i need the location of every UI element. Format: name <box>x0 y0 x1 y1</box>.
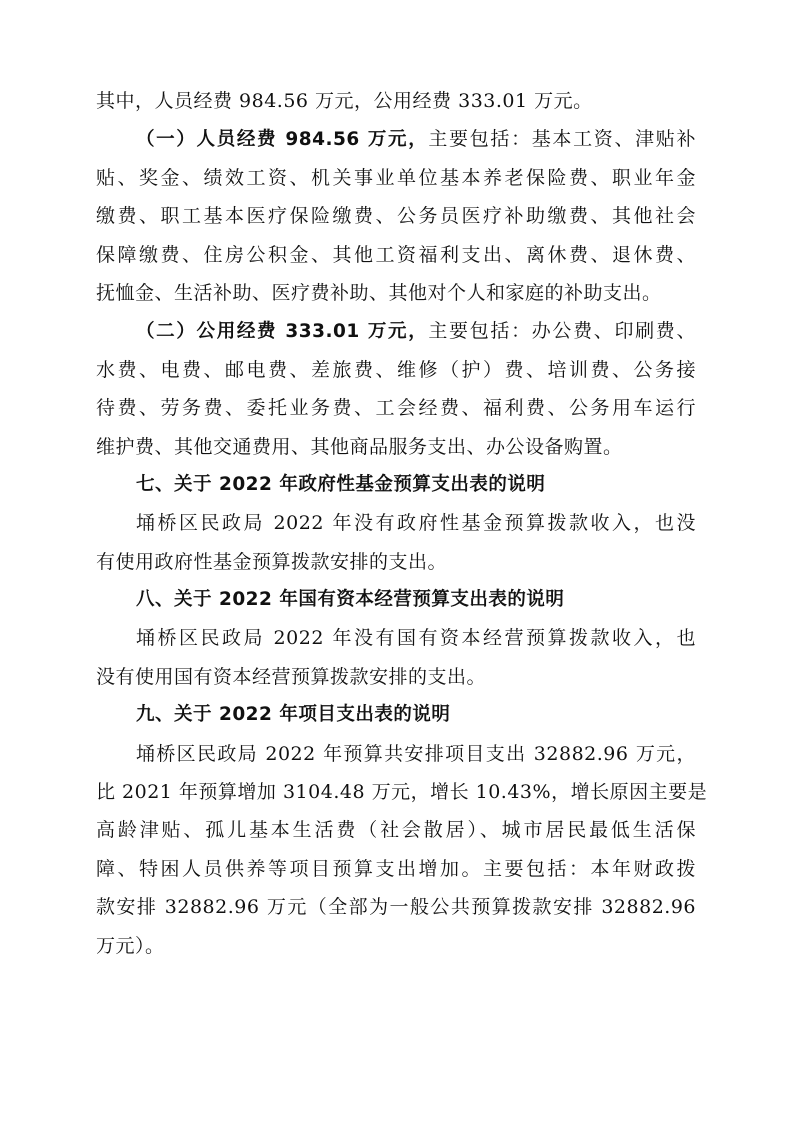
paragraph-line: 缴费、职工基本医疗保险缴费、公务员医疗补助缴费、其他社会 <box>96 205 696 228</box>
section-heading-7: 七、关于 2022 年政府性基金预算支出表的说明 <box>136 473 546 495</box>
paragraph-line: 埇桥区民政局 2022 年没有国有资本经营预算拨款收入，也 <box>136 627 696 650</box>
paragraph-line: 比 2021 年预算增加 3104.48 万元，增长 10.43%，增长原因主要是 <box>96 781 708 804</box>
subheading-personnel: （一）人员经费 984.56 万元， <box>136 129 429 151</box>
section-heading-9: 九、关于 2022 年项目支出表的说明 <box>136 704 451 726</box>
paragraph-line: 其中，人员经费 984.56 万元，公用经费 333.01 万元。 <box>96 90 593 112</box>
paragraph-line: 款安排 32882.96 万元（全部为一般公共预算拨款安排 32882.96 <box>96 896 696 919</box>
paragraph-line: 待费、劳务费、委托业务费、工会经费、福利费、公务用车运行 <box>96 397 696 420</box>
paragraph-line: 高龄津贴、孤儿基本生活费（社会散居）、城市居民最低生活保 <box>96 819 696 842</box>
paragraph-line: 水费、电费、邮电费、差旅费、维修（护）费、培训费、公务接 <box>96 358 696 381</box>
paragraph-line: 万元）。 <box>96 934 165 957</box>
paragraph-line: 抚恤金、生活补助、医疗费补助、其他对个人和家庭的补助支出。 <box>96 281 662 304</box>
section-heading-8: 八、关于 2022 年国有资本经营预算支出表的说明 <box>136 589 565 611</box>
paragraph-line: 有使用政府性基金预算拨款安排的支出。 <box>96 550 448 573</box>
paragraph-line: 保障缴费、住房公积金、其他工资福利支出、离休费、退休费、 <box>96 243 696 266</box>
paragraph-line: 维护费、其他交通费用、其他商品服务支出、办公设备购置。 <box>96 435 623 458</box>
paragraph-line: 没有使用国有资本经营预算拨款安排的支出。 <box>96 665 487 688</box>
subheading-public: （二）公用经费 333.01 万元， <box>136 321 429 343</box>
paragraph-line <box>96 120 696 158</box>
paragraph-line: 埇桥区民政局 2022 年没有政府性基金预算拨款收入，也没 <box>136 512 696 535</box>
paragraph-line: 贴、奖金、绩效工资、机关事业单位基本养老保险费、职业年金 <box>96 166 696 189</box>
document-page <box>96 82 708 965</box>
paragraph-line: 埇桥区民政局 2022 年预算共安排项目支出 32882.96 万元， <box>136 742 696 765</box>
paragraph-line <box>96 312 696 350</box>
paragraph-text: 主要包括：办公费、印刷费、 <box>428 320 696 343</box>
paragraph-text: 主要包括：基本工资、津贴补 <box>428 128 696 151</box>
paragraph-line: 障、特困人员供养等项目预算支出增加。主要包括：本年财政拨 <box>96 857 696 880</box>
